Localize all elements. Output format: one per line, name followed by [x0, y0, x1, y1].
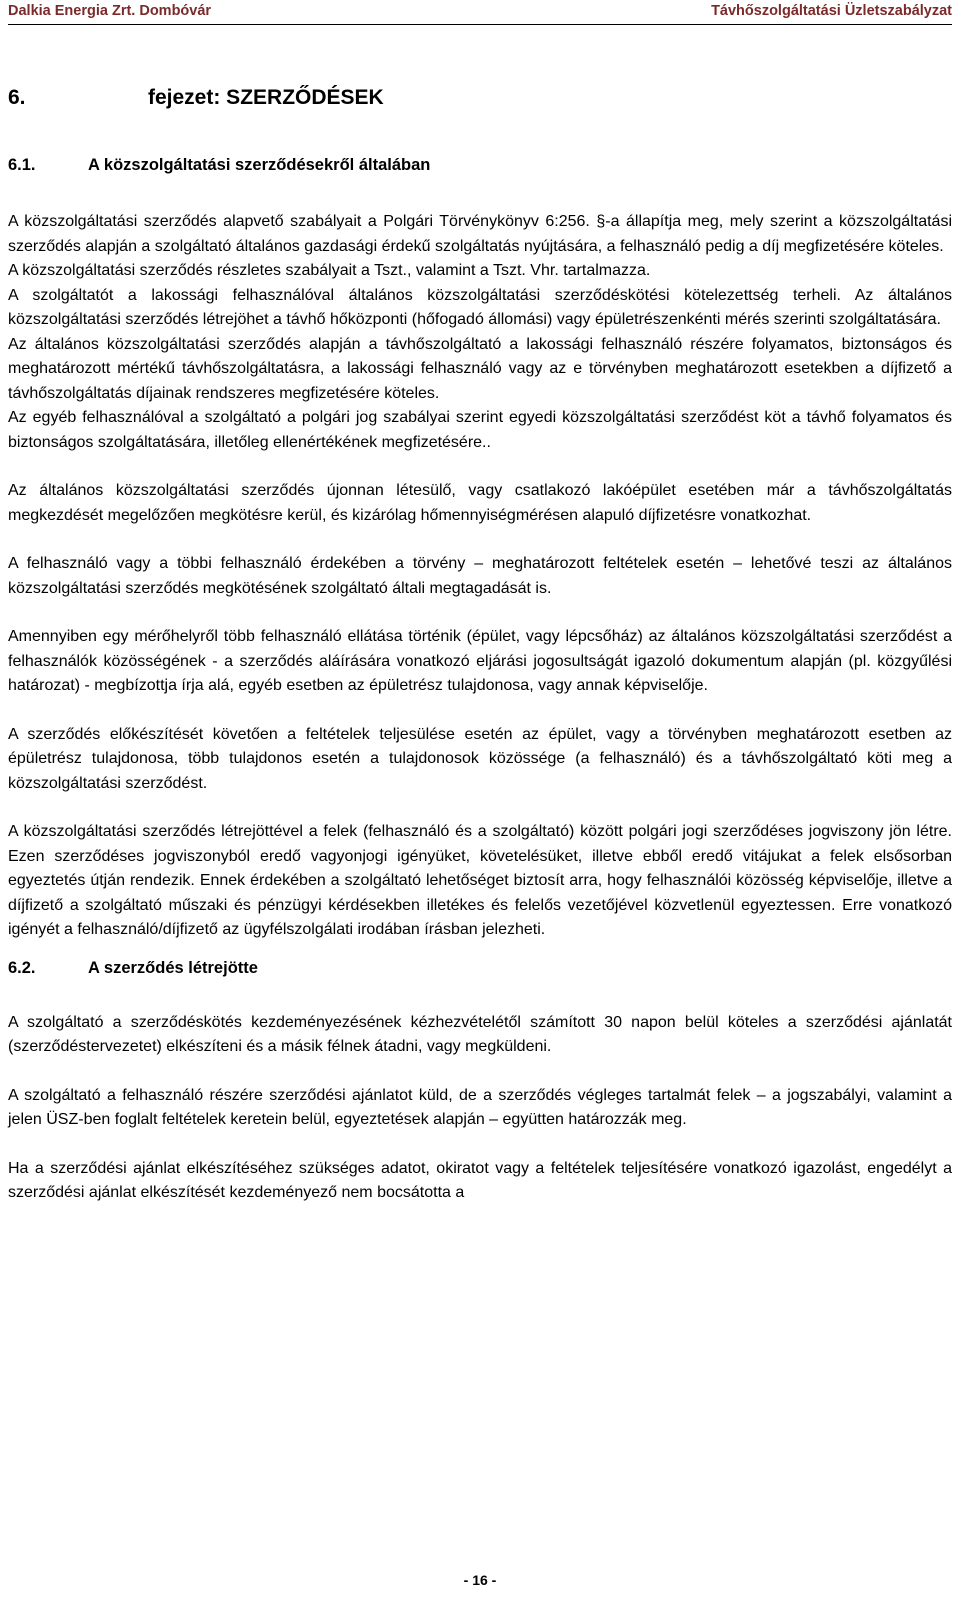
paragraph: A közszolgáltatási szerződés létrejöttével a felek (felhasználó és a szolgáltató) között polgári jogi szerződéses jogviszony jön létre. Ezen szerződéses jogviszonyból eredő vagyonjogi igényüket, követelésüket, illetve ebből eredő vitájukat a felek elsősorban egyeztetés útján rendezik. Ennek érdekében a szolgáltató lehetőséget biztosít arra, hogy felhasználói közösség képviselője, illetve a díjfizető a szolgáltató műszaki és pénzügyi kérdésekben illetékes és felelős vezetőjével közvetlenül egyeztessen. Erre vonatkozó igényét a felhasználó/díjfizető az ügyfélszolgálati irodában írásban jelezheti.: [8, 823, 952, 938]
chapter-number: 6.: [8, 86, 26, 109]
section-title-6-1: [8, 152, 952, 178]
paragraph: Amennyiben egy mérőhelyről több felhasználó ellátása történik (épület, vagy lépcsőház) az általános közszolgáltatási szerződést a felhasználók közösségének - a szerződés aláírására vonatkozó eljárási jogosultságát igazoló dokumentum alapján (pl. közgyűlési határozat) - megbízottja írja alá, egyéb esetben az épületrész tulajdonosa, vagy annak képviselője.: [8, 628, 952, 694]
paragraph: A szerződés előkészítését követően a feltételek teljesülése esetén az épület, vagy a törvényben meghatározott esetben az épületrész tulajdonosa, több tulajdonos esetén a tulajdonosok közössége (a felhasználó) és a távhőszolgáltató köti meg a közszolgáltatási szerződést.: [8, 725, 952, 792]
paragraph: A felhasználó vagy a többi felhasználó érdekében a törvény – meghatározott feltételek esetén – lehetővé teszi az általános közszolgáltatási szerződés megkötésének szolgáltató általi megtagadását is.: [8, 555, 952, 597]
section-number: 6.1.: [8, 156, 36, 174]
paragraph: Az általános közszolgáltatási szerződés alapján a távhőszolgáltató a lakossági felhasználó részére folyamatos, biztonságos és meghatározott mértékű távhőszolgáltatásra, a lakossági felhasználó vagy az e törvényben meghatározott esetekben a díjfizető a távhőszolgáltatás díjainak rendszeres megfizetésére köteles.: [8, 335, 952, 402]
header-company: Dalkia Energia Zrt. Dombóvár: [8, 3, 212, 19]
section-title-text: A szerződés létrejötte: [88, 958, 258, 977]
page-header: [8, 0, 952, 25]
paragraph: A közszolgáltatási szerződés részletes szabályait a Tszt., valamint a Tszt. Vhr. tartalmazza.: [8, 262, 651, 279]
document-content: [8, 78, 952, 1206]
header-document-title: Távhőszolgáltatási Üzletszabályzat: [711, 3, 952, 19]
paragraph: A szolgáltató a felhasználó részére szerződési ajánlatot küld, de a szerződés végleges tartalmát felek – a jogszabályi, valamint a jelen ÜSZ-ben foglalt feltételek keretein belül, egyeztetések alapján – együtten határozzák meg.: [8, 1086, 952, 1128]
chapter-title: [8, 78, 952, 118]
paragraph: Az egyéb felhasználóval a szolgáltató a polgári jog szabályai szerint egyedi közszolgáltatási szerződést köt a távhő folyamatos és biztonságos szolgáltatására, illetőleg ellenértékének megfizetésére..: [8, 409, 952, 451]
paragraph: A szolgáltató a szerződéskötés kezdeményezésének kézhezvételétől számított 30 napon belül köteles a szerződési ajánlatát (szerződéstervezetet) elkészíteni és a másik félnek átadni, vagy megküldeni.: [8, 1013, 952, 1055]
chapter-title-text: fejezet: SZERZŐDÉSEK: [148, 86, 384, 109]
page-number: - 16 -: [463, 1572, 497, 1588]
paragraph: A közszolgáltatási szerződés alapvető szabályait a Polgári Törvénykönyv 6:256. §-a állapítja meg, mely szerint a közszolgáltatási szerződés alapján a szolgáltató általános gazdasági érdekű szolgáltatás nyújtására, a felhasználó pedig a díj megfizetésére köteles.: [8, 213, 952, 255]
section-title-6-2: [8, 955, 952, 981]
section-number: 6.2.: [8, 958, 36, 977]
paragraph: Az általános közszolgáltatási szerződés újonnan létesülő, vagy csatlakozó lakóépület esetében már a távhőszolgáltatás megkezdését megelőzően megkötésre kerül, és kizárólag hőmennyiségmérésen alapuló díjfizetésre vonatkozhat.: [8, 482, 952, 524]
paragraph: Ha a szerződési ajánlat elkészítéséhez szükséges adatot, okiratot vagy a feltételek teljesítésére vonatkozó igazolást, engedélyt a szerződési ajánlat elkészítését kezdeményező nem bocsátotta a: [8, 1159, 952, 1201]
paragraph: A szolgáltatót a lakossági felhasználóval általános közszolgáltatási szerződéskötési kötelezettség terheli. Az általános közszolgáltatási szerződés létrejöhet a távhő hőközponti (hőfogadó állomási) vagy épületrészenkénti mérés szerinti szolgáltatására.: [8, 286, 952, 328]
section-title-text: A közszolgáltatási szerződésekről általában: [88, 156, 431, 174]
